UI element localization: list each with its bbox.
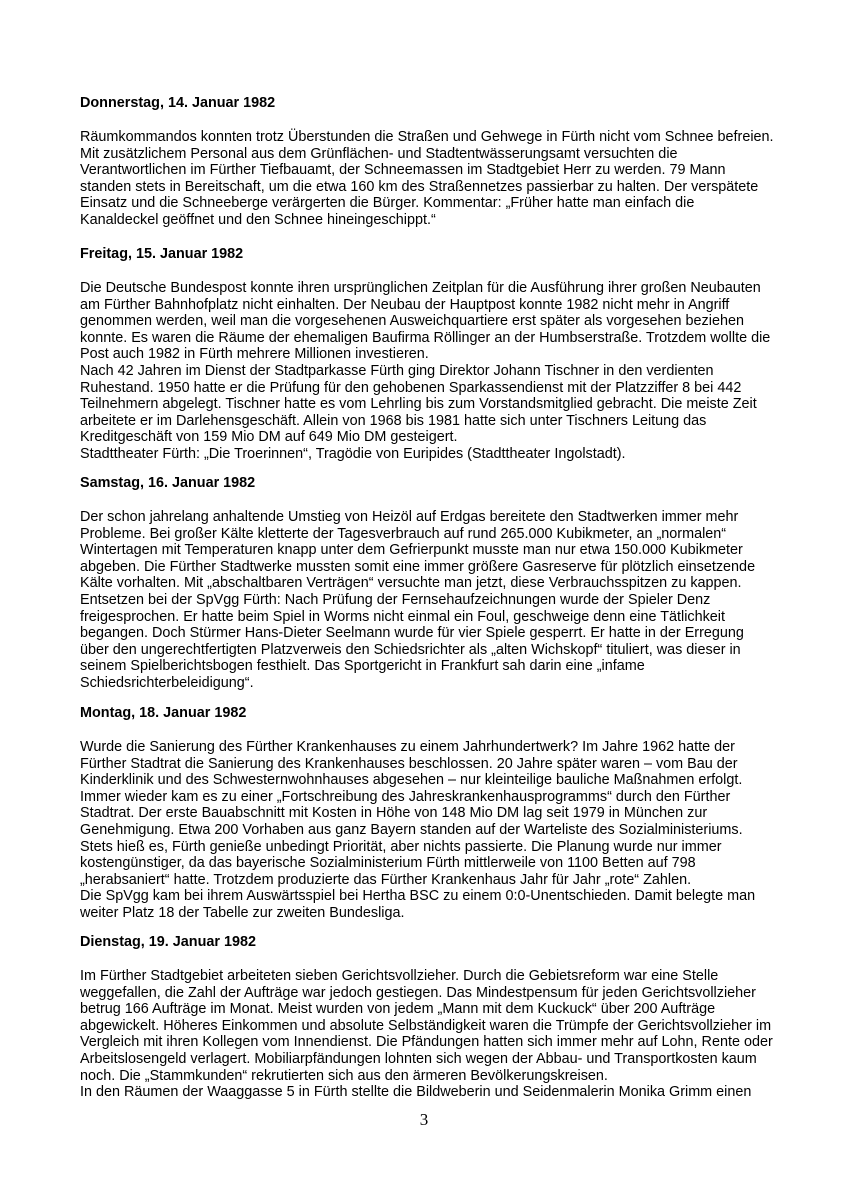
page-number: 3 xyxy=(419,1110,429,1129)
text-line: freigesprochen. Er hatte beim Spiel in Worms nicht einmal ein Foul, geschweige denn eine Tätlichkeit xyxy=(80,608,725,625)
text-line: kostengünstiger, da das bayerische Sozialministerium Fürth mittlerweile von 1100 Betten auf 798 xyxy=(80,855,696,872)
entry-date-heading: Donnerstag, 14. Januar 1982 xyxy=(80,95,276,111)
entry-text xyxy=(80,739,780,922)
text-line: Genehmigung. Etwa 200 Vorhaben aus ganz Bayern standen auf der Warteliste des Sozialministeriums. xyxy=(80,821,743,838)
entry-text xyxy=(80,968,780,1101)
text-line: Teilnehmern abgelegt. Tischner hatte es vom Lehrling bis zum Vorstandsmitglied gebracht. Die meiste Zeit xyxy=(80,396,757,413)
text-line: betrug 166 Aufträge im Monat. Meist wurden von jedem „Mann mit dem Kuckuck“ über 200 Aufträge xyxy=(80,1001,716,1018)
text-line: Schiedsrichterbeleidigung“. xyxy=(80,674,254,691)
diary-entry xyxy=(80,705,780,922)
diary-entry xyxy=(80,95,780,229)
text-line: standen stets in Bereitschaft, um die etwa 160 km des Straßennetzes passierbar zu halten. Der verspätete xyxy=(80,178,759,195)
text-line: Kinderklinik und des Schwesternwohnhauses abgesehen – nur kleinteilige bauliche Maßnahmen erfolgt. xyxy=(80,772,743,789)
diary-entry xyxy=(80,246,780,463)
text-line: weggefallen, die Zahl der Aufträge war jedoch gestiegen. Das Mindestpensum für jeden Gerichtsvollzieher xyxy=(80,984,756,1001)
entry-date-heading: Dienstag, 19. Januar 1982 xyxy=(80,934,256,950)
entry-text xyxy=(80,280,780,463)
text-line: arbeitete er im Darlehensgeschäft. Allein von 1968 bis 1981 hatte sich unter Tischners Leitung das xyxy=(80,412,707,429)
text-line: Mit zusätzlichem Personal aus dem Grünflächen- und Stadtentwässerungsamt versuchten die xyxy=(80,145,678,162)
diary-entry xyxy=(80,475,780,692)
text-line: In den Räumen der Waaggasse 5 in Fürth stellte die Bildweberin und Seidenmalerin Monika Grimm einen xyxy=(80,1084,752,1101)
text-line: Stadttheater Fürth: „Die Troerinnen“, Tragödie von Euripides (Stadttheater Ingolstadt). xyxy=(80,445,626,462)
text-line: genommen werden, weil man die vorgesehenen Ausweichquartiere erst später als vorgesehen beziehen xyxy=(80,313,744,330)
text-line: begangen. Doch Stürmer Hans-Dieter Seelmann wurde für vier Spiele gesperrt. Er hatte in der Erregung xyxy=(80,625,744,642)
text-line: Wintertagen mit Temperaturen knapp unter dem Gefrierpunkt musste man nur etwa 150.000 Kubikmeter xyxy=(80,542,743,559)
entry-text xyxy=(80,129,780,229)
text-line: Kälte vorhalten. Mit „abschaltbaren Verträgen“ versuchte man jetzt, diese Verbrauchsspitzen zu kappen. xyxy=(80,575,742,592)
text-line: Räumkommandos konnten trotz Überstunden die Straßen und Gehwege in Fürth nicht vom Schnee befreien. xyxy=(80,128,774,145)
text-line: Ruhestand. 1950 hatte er die Prüfung für den gehobenen Sparkassendienst mit der Platzziffer 8 bei 442 xyxy=(80,379,742,396)
text-line: Stadtrat. Der erste Bauabschnitt mit Kosten in Höhe von 148 Mio DM lag seit 1979 in München zur xyxy=(80,805,708,822)
text-line: abgeben. Die Fürther Stadtwerke mussten somit eine immer größere Gasreserve für plötzlich einsetzende xyxy=(80,558,756,575)
text-line: „herabsaniert“ hatte. Trotzdem produzierte das Fürther Krankenhaus Jahr für Jahr „rote“ Zahlen. xyxy=(80,871,692,888)
entry-text xyxy=(80,509,780,692)
text-line: Immer wieder kam es zu einer „Fortschreibung des Jahreskrankenhausprogramms“ durch den Fürther xyxy=(80,788,731,805)
text-line: Die SpVgg kam bei ihrem Auswärtsspiel bei Hertha BSC zu einem 0:0-Unentschieden. Damit belegte man xyxy=(80,888,756,905)
text-line: Kreditgeschäft von 159 Mio DM auf 649 Mio DM gesteigert. xyxy=(80,429,458,446)
text-line: Im Fürther Stadtgebiet arbeiteten sieben Gerichtsvollzieher. Durch die Gebietsreform war eine Stelle xyxy=(80,967,719,984)
text-line: Probleme. Bei großer Kälte kletterte der Tagesverbrauch auf rund 265.000 Kubikmeter, an „normalen“ xyxy=(80,525,727,542)
text-line: Kanaldeckel geöffnet und den Schnee hineingeschippt.“ xyxy=(80,211,436,228)
text-line: Wurde die Sanierung des Fürther Krankenhauses zu einem Jahrhundertwerk? Im Jahre 1962 hatte der xyxy=(80,738,735,755)
text-line: seinem Spielberichtsbogen festhielt. Das Sportgericht in Frankfurt sah darin eine „infame xyxy=(80,658,645,675)
text-line: noch. Die „Stammkunden“ rekrutierten sich aus den ärmeren Bevölkerungskreisen. xyxy=(80,1067,608,1084)
entry-date-heading: Montag, 18. Januar 1982 xyxy=(80,705,247,721)
text-line: Arbeitslosengeld verlagert. Mobiliarpfändungen lohnten sich wegen der Abbau- und Transportkosten kaum xyxy=(80,1050,757,1067)
text-line: über den ungerechtfertigten Platzverweis den Schiedsrichter als „alten Wichskopf“ tituliert, was dieser in xyxy=(80,641,741,658)
text-line: Post auch 1982 in Fürth mehrere Millionen investieren. xyxy=(80,346,429,363)
text-line: Der schon jahrelang anhaltende Umstieg von Heizöl auf Erdgas bereitete den Stadtwerken immer mehr xyxy=(80,508,739,525)
text-line: Entsetzen bei der SpVgg Fürth: Nach Prüfung der Fernsehaufzeichnungen wurde der Spieler Denz xyxy=(80,591,711,608)
text-line: Vergleich mit ihren Kollegen vom Innendienst. Die Pfändungen hatten sich immer mehr auf Lohn, Rente oder xyxy=(80,1034,773,1051)
text-line: Die Deutsche Bundespost konnte ihren ursprünglichen Zeitplan für die Ausführung ihrer großen Neubauten xyxy=(80,279,761,296)
text-line: weiter Platz 18 der Tabelle zur zweiten Bundesliga. xyxy=(80,904,405,921)
text-line: abgewickelt. Höheres Einkommen und absolute Selbständigkeit waren die Trümpfe der Gerichtsvollzieher im xyxy=(80,1017,772,1034)
entry-date-heading: Samstag, 16. Januar 1982 xyxy=(80,475,256,491)
text-line: Einsatz und die Schneeberge verärgerten die Bürger. Kommentar: „Früher hatte man einfach die xyxy=(80,195,695,212)
entry-date-heading: Freitag, 15. Januar 1982 xyxy=(80,246,244,262)
text-line: Nach 42 Jahren im Dienst der Stadtparkasse Fürth ging Direktor Johann Tischner in den verdienten xyxy=(80,362,714,379)
diary-entry xyxy=(80,934,780,1101)
text-line: Verantwortlichen im Fürther Tiefbauamt, der Schneemassen im Stadtgebiet Herr zu werden. 79 Mann xyxy=(80,162,726,179)
text-line: Fürther Stadtrat die Sanierung des Krankenhauses beschlossen. 20 Jahre später waren – vom Bau der xyxy=(80,755,738,772)
text-line: Stets hieß es, Fürth genieße unbedingt Priorität, aber nichts passierte. Die Planung wurde nur immer xyxy=(80,838,722,855)
text-line: am Fürther Bahnhofplatz nicht einhalten. Der Neubau der Hauptpost konnte 1982 nicht mehr in Angriff xyxy=(80,296,730,313)
text-line: konnte. Es waren die Räume der ehemaligen Baufirma Röllinger an der Humbserstraße. Trotzdem wollte die xyxy=(80,329,771,346)
